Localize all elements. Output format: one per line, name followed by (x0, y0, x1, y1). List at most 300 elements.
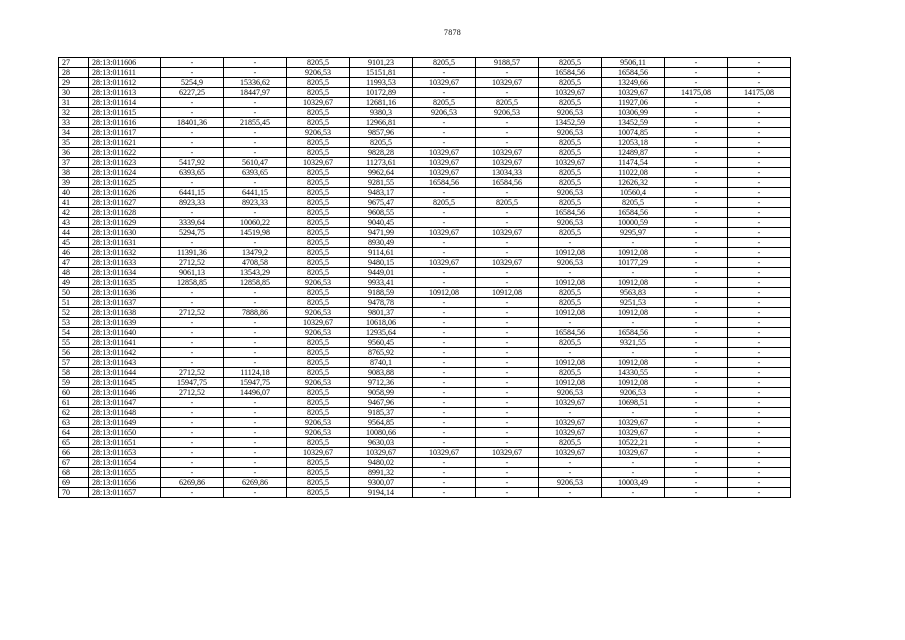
value-cell: - (413, 388, 476, 398)
value-cell: 8205,5 (287, 218, 350, 228)
row-number-cell: 49 (59, 278, 89, 288)
value-cell: - (476, 488, 539, 498)
value-cell: - (413, 188, 476, 198)
value-cell: 9206,53 (413, 108, 476, 118)
value-cell: - (224, 418, 287, 428)
value-cell: - (476, 338, 539, 348)
cadastral-number-cell: 28:13:011630 (89, 228, 161, 238)
value-cell: 8205,5 (287, 238, 350, 248)
value-cell: 9471,99 (350, 228, 413, 238)
value-cell: 10329,67 (287, 98, 350, 108)
cadastral-number-cell: 28:13:011631 (89, 238, 161, 248)
value-cell: - (224, 438, 287, 448)
table-row (59, 398, 791, 408)
value-cell: - (161, 328, 224, 338)
value-cell: 10912,08 (539, 308, 602, 318)
value-cell: 9857,96 (350, 128, 413, 138)
value-cell: - (665, 478, 728, 488)
value-cell: - (476, 138, 539, 148)
cadastral-number-cell: 28:13:011634 (89, 268, 161, 278)
value-cell: 12681,16 (350, 98, 413, 108)
value-cell: - (665, 248, 728, 258)
value-cell: 16584,56 (602, 208, 665, 218)
row-number-cell: 38 (59, 168, 89, 178)
table-row (59, 468, 791, 478)
value-cell: 6441,15 (161, 188, 224, 198)
value-cell: 10329,67 (602, 88, 665, 98)
value-cell: 9380,3 (350, 108, 413, 118)
value-cell: 15336,62 (224, 78, 287, 88)
value-cell: 10912,08 (476, 288, 539, 298)
value-cell: - (728, 288, 791, 298)
value-cell: 8205,5 (287, 168, 350, 178)
value-cell: - (476, 128, 539, 138)
value-cell: - (413, 488, 476, 498)
value-cell: 8205,5 (287, 148, 350, 158)
value-cell: - (224, 288, 287, 298)
value-cell: - (728, 178, 791, 188)
value-cell: 8205,5 (287, 468, 350, 478)
value-cell: - (161, 468, 224, 478)
value-cell: - (476, 238, 539, 248)
value-cell: 8205,5 (287, 248, 350, 258)
value-cell: - (665, 68, 728, 78)
value-cell: - (728, 228, 791, 238)
value-cell: 14519,98 (224, 228, 287, 238)
value-cell: - (602, 318, 665, 328)
row-number-cell: 30 (59, 88, 89, 98)
value-cell: - (665, 428, 728, 438)
value-cell: - (476, 388, 539, 398)
value-cell: - (161, 288, 224, 298)
cadastral-number-cell: 28:13:011641 (89, 338, 161, 348)
row-number-cell: 58 (59, 368, 89, 378)
value-cell: - (665, 348, 728, 358)
value-cell: 9206,53 (539, 108, 602, 118)
value-cell: - (224, 458, 287, 468)
value-cell: - (161, 108, 224, 118)
value-cell: - (728, 118, 791, 128)
value-cell: - (728, 258, 791, 268)
value-cell: - (665, 128, 728, 138)
value-cell: - (539, 458, 602, 468)
value-cell: 9206,53 (287, 378, 350, 388)
value-cell: 8205,5 (602, 198, 665, 208)
table-row (59, 98, 791, 108)
row-number-cell: 39 (59, 178, 89, 188)
value-cell: - (224, 318, 287, 328)
value-cell: - (665, 388, 728, 398)
value-cell: - (728, 478, 791, 488)
cadastral-number-cell: 28:13:011648 (89, 408, 161, 418)
value-cell: - (161, 138, 224, 148)
row-number-cell: 59 (59, 378, 89, 388)
value-cell: - (665, 458, 728, 468)
value-cell: 8205,5 (539, 368, 602, 378)
value-cell: - (665, 238, 728, 248)
value-cell: 9206,53 (287, 278, 350, 288)
value-cell: 9630,03 (350, 438, 413, 448)
value-cell: - (413, 208, 476, 218)
value-cell: 12858,85 (161, 278, 224, 288)
cadastral-number-cell: 28:13:011657 (89, 488, 161, 498)
value-cell: 18401,36 (161, 118, 224, 128)
value-cell: 13452,59 (539, 118, 602, 128)
value-cell: 9061,13 (161, 268, 224, 278)
value-cell: - (224, 98, 287, 108)
value-cell: 2712,52 (161, 258, 224, 268)
value-cell: 11927,06 (602, 98, 665, 108)
value-cell: - (224, 408, 287, 418)
row-number-cell: 31 (59, 98, 89, 108)
value-cell: - (728, 238, 791, 248)
value-cell: - (728, 318, 791, 328)
value-cell: - (161, 458, 224, 468)
value-cell: - (728, 248, 791, 258)
value-cell: 12966,81 (350, 118, 413, 128)
value-cell: 10912,08 (413, 288, 476, 298)
value-cell: - (665, 328, 728, 338)
cadastral-number-cell: 28:13:011613 (89, 88, 161, 98)
cadastral-number-cell: 28:13:011637 (89, 298, 161, 308)
value-cell: - (665, 98, 728, 108)
value-cell: - (476, 218, 539, 228)
data-table-container (58, 57, 776, 498)
row-number-cell: 70 (59, 488, 89, 498)
value-cell: - (413, 478, 476, 488)
cadastral-number-cell: 28:13:011616 (89, 118, 161, 128)
value-cell: 16584,56 (539, 68, 602, 78)
value-cell: 8205,5 (539, 178, 602, 188)
value-cell: 8205,5 (476, 98, 539, 108)
value-cell: 10329,67 (476, 228, 539, 238)
value-cell: - (728, 408, 791, 418)
value-cell: 10329,67 (413, 168, 476, 178)
value-cell: - (476, 308, 539, 318)
value-cell: 14496,07 (224, 388, 287, 398)
value-cell: 9281,55 (350, 178, 413, 188)
value-cell: 8205,5 (287, 58, 350, 68)
row-number-cell: 41 (59, 198, 89, 208)
value-cell: 10329,67 (539, 448, 602, 458)
value-cell: - (413, 308, 476, 318)
value-cell: - (224, 298, 287, 308)
value-cell: 18447,97 (224, 88, 287, 98)
value-cell: 8205,5 (413, 58, 476, 68)
value-cell: - (728, 418, 791, 428)
value-cell: 9040,45 (350, 218, 413, 228)
value-cell: 5294,75 (161, 228, 224, 238)
value-cell: - (665, 158, 728, 168)
row-number-cell: 69 (59, 478, 89, 488)
value-cell: 10329,67 (539, 88, 602, 98)
value-cell: 8923,33 (224, 198, 287, 208)
row-number-cell: 53 (59, 318, 89, 328)
value-cell: 8205,5 (287, 258, 350, 268)
cadastral-number-cell: 28:13:011646 (89, 388, 161, 398)
value-cell: 8205,5 (287, 358, 350, 368)
value-cell: 9188,59 (350, 288, 413, 298)
value-cell: 9206,53 (287, 328, 350, 338)
cadastral-number-cell: 28:13:011636 (89, 288, 161, 298)
table-row (59, 428, 791, 438)
value-cell: 12626,32 (602, 178, 665, 188)
value-cell: 8923,33 (161, 198, 224, 208)
value-cell: - (476, 368, 539, 378)
value-cell: - (665, 378, 728, 388)
row-number-cell: 32 (59, 108, 89, 118)
cadastral-number-cell: 28:13:011653 (89, 448, 161, 458)
value-cell: - (476, 318, 539, 328)
cadastral-number-cell: 28:13:011651 (89, 438, 161, 448)
value-cell: - (728, 458, 791, 468)
cadastral-number-cell: 28:13:011633 (89, 258, 161, 268)
value-cell: - (728, 388, 791, 398)
row-number-cell: 46 (59, 248, 89, 258)
value-cell: 10080,66 (350, 428, 413, 438)
value-cell: 8205,5 (539, 438, 602, 448)
value-cell: 9506,11 (602, 58, 665, 68)
cadastral-number-cell: 28:13:011649 (89, 418, 161, 428)
value-cell: 9206,53 (539, 388, 602, 398)
value-cell: - (665, 108, 728, 118)
value-cell: - (665, 188, 728, 198)
value-cell: 9206,53 (602, 388, 665, 398)
value-cell: - (665, 138, 728, 148)
value-cell: - (224, 238, 287, 248)
value-cell: 10329,67 (413, 448, 476, 458)
value-cell: - (476, 298, 539, 308)
value-cell: 9206,53 (287, 308, 350, 318)
row-number-cell: 40 (59, 188, 89, 198)
row-number-cell: 34 (59, 128, 89, 138)
value-cell: - (665, 438, 728, 448)
value-cell: - (413, 438, 476, 448)
row-number-cell: 48 (59, 268, 89, 278)
value-cell: 6227,25 (161, 88, 224, 98)
value-cell: 9206,53 (539, 128, 602, 138)
value-cell: 2712,52 (161, 388, 224, 398)
value-cell: 9206,53 (287, 418, 350, 428)
value-cell: - (224, 338, 287, 348)
value-cell: 10060,22 (224, 218, 287, 228)
row-number-cell: 37 (59, 158, 89, 168)
cadastral-number-cell: 28:13:011654 (89, 458, 161, 468)
table-row (59, 478, 791, 488)
value-cell: - (728, 448, 791, 458)
value-cell: - (224, 68, 287, 78)
value-cell: 11022,08 (602, 168, 665, 178)
value-cell: - (413, 118, 476, 128)
table-row (59, 228, 791, 238)
row-number-cell: 45 (59, 238, 89, 248)
cadastral-number-cell: 28:13:011622 (89, 148, 161, 158)
row-number-cell: 33 (59, 118, 89, 128)
value-cell: 15151,81 (350, 68, 413, 78)
value-cell: 8740,1 (350, 358, 413, 368)
cadastral-number-cell: 28:13:011617 (89, 128, 161, 138)
value-cell: - (476, 348, 539, 358)
value-cell: 11124,18 (224, 368, 287, 378)
value-cell: - (728, 98, 791, 108)
value-cell: - (161, 338, 224, 348)
value-cell: - (728, 328, 791, 338)
value-cell: - (413, 348, 476, 358)
value-cell: - (413, 268, 476, 278)
value-cell: 9801,37 (350, 308, 413, 318)
value-cell: - (665, 488, 728, 498)
value-cell: 10329,67 (413, 78, 476, 88)
table-row (59, 198, 791, 208)
row-number-cell: 62 (59, 408, 89, 418)
cadastral-number-cell: 28:13:011629 (89, 218, 161, 228)
value-cell: - (665, 398, 728, 408)
value-cell: - (413, 218, 476, 228)
value-cell: - (413, 278, 476, 288)
table-body (59, 58, 791, 498)
value-cell: 8205,5 (287, 298, 350, 308)
value-cell: - (161, 128, 224, 138)
value-cell: 8765,92 (350, 348, 413, 358)
cadastral-number-cell: 28:13:011640 (89, 328, 161, 338)
value-cell: 8205,5 (287, 188, 350, 198)
value-cell: 10618,06 (350, 318, 413, 328)
value-cell: 9295,97 (602, 228, 665, 238)
value-cell: 10329,67 (476, 258, 539, 268)
table-row (59, 298, 791, 308)
value-cell: - (224, 128, 287, 138)
table-row (59, 68, 791, 78)
row-number-cell: 51 (59, 298, 89, 308)
value-cell: - (413, 408, 476, 418)
value-cell: - (665, 358, 728, 368)
table-row (59, 58, 791, 68)
cadastral-number-cell: 28:13:011628 (89, 208, 161, 218)
value-cell: - (224, 488, 287, 498)
table-row (59, 188, 791, 198)
value-cell: 8205,5 (287, 488, 350, 498)
row-number-cell: 44 (59, 228, 89, 238)
value-cell: 2712,52 (161, 308, 224, 318)
value-cell: - (602, 268, 665, 278)
value-cell: - (665, 178, 728, 188)
value-cell: 6441,15 (224, 188, 287, 198)
value-cell: - (728, 378, 791, 388)
value-cell: - (665, 208, 728, 218)
value-cell: 14175,08 (728, 88, 791, 98)
row-number-cell: 68 (59, 468, 89, 478)
value-cell: - (413, 88, 476, 98)
table-row (59, 138, 791, 148)
value-cell: - (476, 88, 539, 98)
value-cell: - (224, 138, 287, 148)
value-cell: - (476, 358, 539, 368)
value-cell: 10912,08 (539, 358, 602, 368)
value-cell: - (161, 358, 224, 368)
value-cell: - (728, 488, 791, 498)
value-cell: 11391,36 (161, 248, 224, 258)
value-cell: - (665, 298, 728, 308)
value-cell: - (539, 348, 602, 358)
value-cell: 9480,02 (350, 458, 413, 468)
cadastral-number-cell: 28:13:011614 (89, 98, 161, 108)
value-cell: 12053,18 (602, 138, 665, 148)
value-cell: - (224, 358, 287, 368)
value-cell: - (161, 58, 224, 68)
value-cell: - (476, 378, 539, 388)
value-cell: 8205,5 (539, 138, 602, 148)
value-cell: - (728, 308, 791, 318)
value-cell: - (728, 468, 791, 478)
cadastral-number-cell: 28:13:011624 (89, 168, 161, 178)
value-cell: - (476, 328, 539, 338)
value-cell: 13452,59 (602, 118, 665, 128)
value-cell: 9933,41 (350, 278, 413, 288)
row-number-cell: 67 (59, 458, 89, 468)
value-cell: - (539, 408, 602, 418)
value-cell: 13479,2 (224, 248, 287, 258)
value-cell: 8205,5 (287, 198, 350, 208)
value-cell: - (476, 208, 539, 218)
table-row (59, 418, 791, 428)
row-number-cell: 64 (59, 428, 89, 438)
value-cell: 9564,85 (350, 418, 413, 428)
value-cell: 11273,61 (350, 158, 413, 168)
value-cell: - (476, 478, 539, 488)
value-cell: - (602, 488, 665, 498)
table-row (59, 368, 791, 378)
table-row (59, 438, 791, 448)
table-row (59, 248, 791, 258)
value-cell: 8205,5 (539, 168, 602, 178)
value-cell: 12935,64 (350, 328, 413, 338)
value-cell: 8205,5 (287, 138, 350, 148)
row-number-cell: 65 (59, 438, 89, 448)
value-cell: - (728, 158, 791, 168)
value-cell: 9962,64 (350, 168, 413, 178)
value-cell: 14175,08 (665, 88, 728, 98)
value-cell: - (602, 348, 665, 358)
table-row (59, 338, 791, 348)
cadastral-number-cell: 28:13:011626 (89, 188, 161, 198)
value-cell: 10329,67 (476, 448, 539, 458)
value-cell: - (728, 148, 791, 158)
value-cell: 10329,67 (476, 78, 539, 88)
table-row (59, 328, 791, 338)
value-cell: - (665, 198, 728, 208)
value-cell: 8205,5 (287, 458, 350, 468)
value-cell: 10329,67 (413, 158, 476, 168)
value-cell: - (161, 438, 224, 448)
value-cell: 10912,08 (539, 248, 602, 258)
value-cell: - (728, 438, 791, 448)
table-row (59, 178, 791, 188)
value-cell: 10912,08 (539, 278, 602, 288)
row-number-cell: 43 (59, 218, 89, 228)
table-row (59, 278, 791, 288)
row-number-cell: 66 (59, 448, 89, 458)
value-cell: - (476, 398, 539, 408)
value-cell: - (665, 78, 728, 88)
row-number-cell: 52 (59, 308, 89, 318)
value-cell: - (413, 378, 476, 388)
cadastral-number-cell: 28:13:011635 (89, 278, 161, 288)
row-number-cell: 29 (59, 78, 89, 88)
value-cell: - (665, 368, 728, 378)
value-cell: - (728, 198, 791, 208)
row-number-cell: 27 (59, 58, 89, 68)
value-cell: 10306,99 (602, 108, 665, 118)
